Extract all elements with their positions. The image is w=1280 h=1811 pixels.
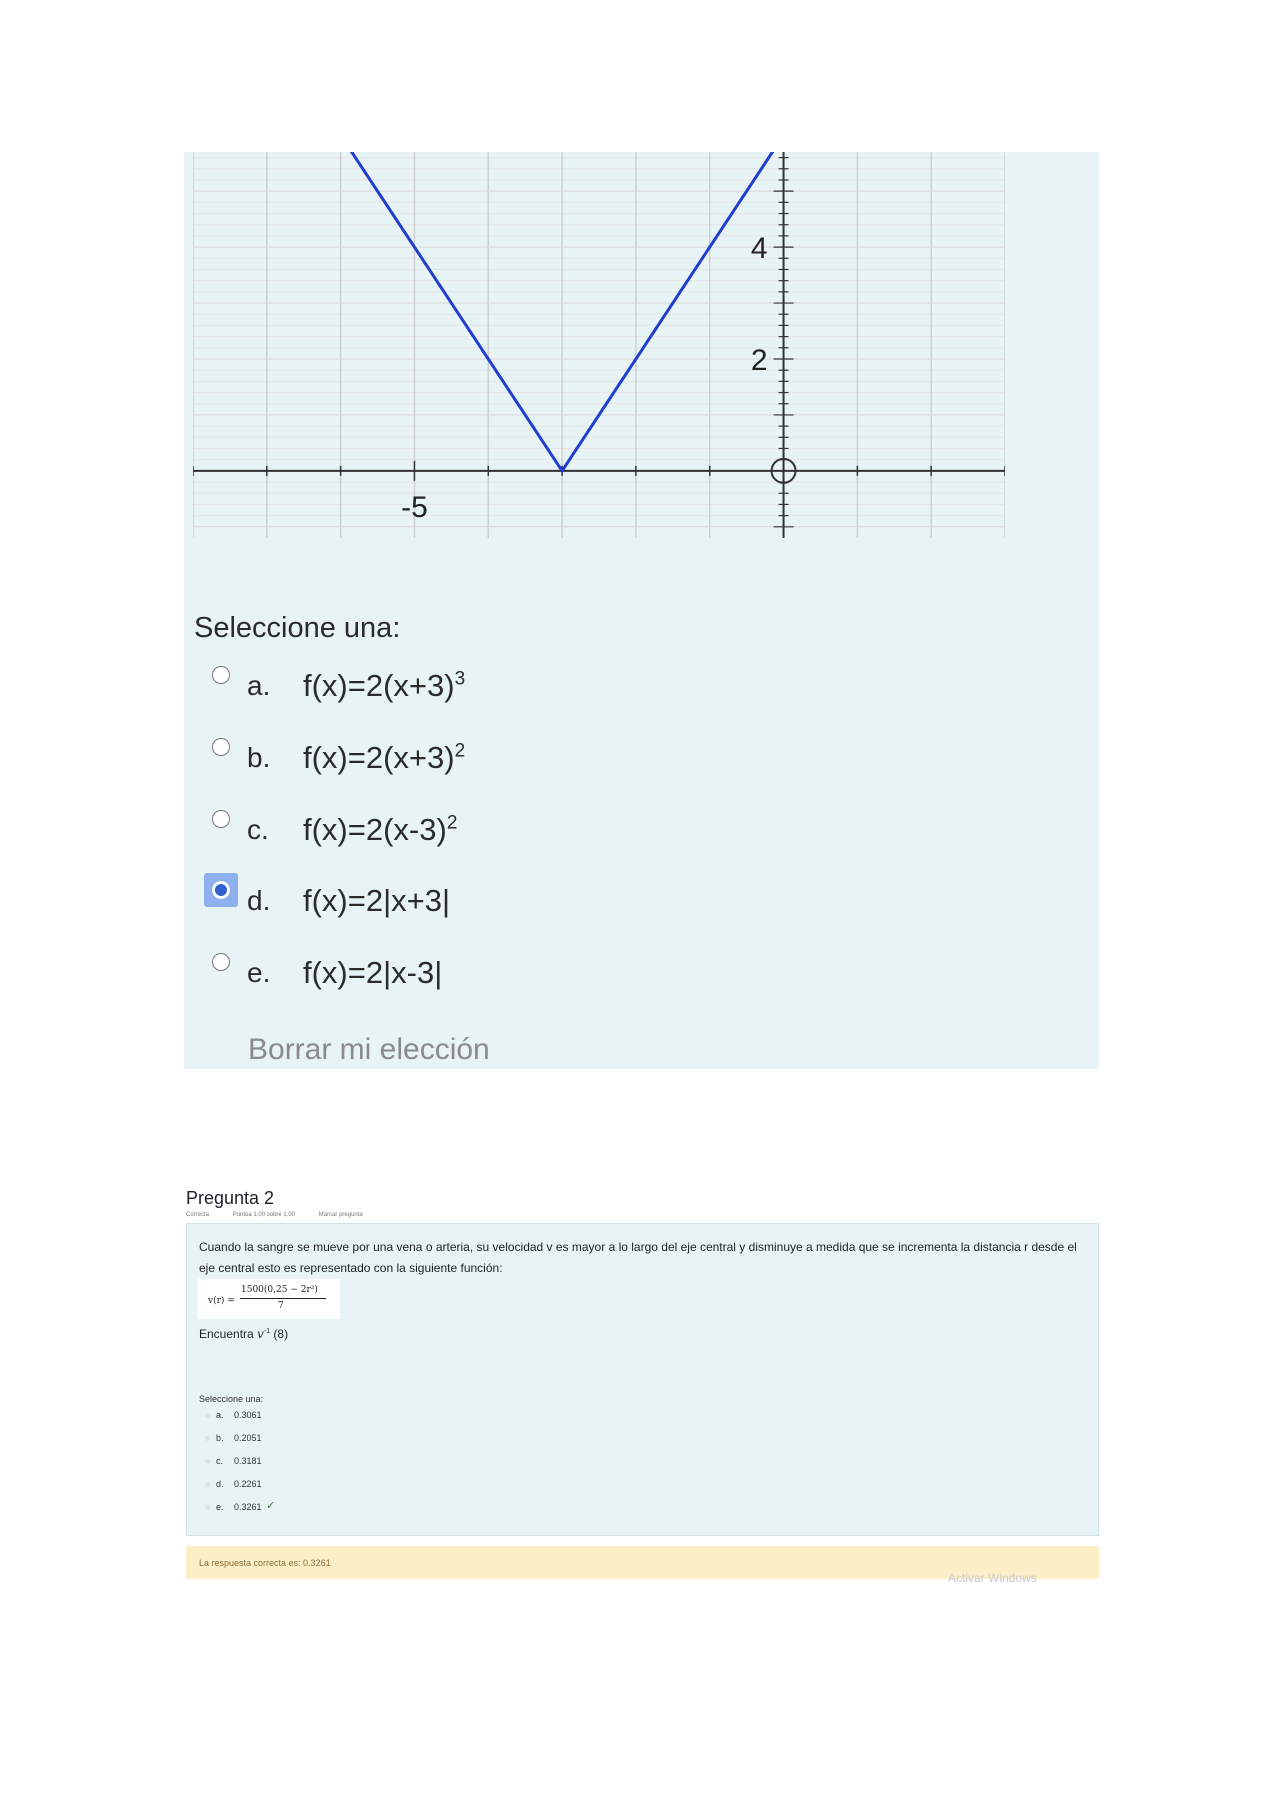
option-letter: c. bbox=[247, 814, 269, 845]
function-line bbox=[193, 152, 1005, 471]
y-tick-label: 4 bbox=[750, 232, 768, 266]
option-text: f(x)=2|x-3| bbox=[303, 955, 443, 990]
option-letter: e. bbox=[216, 1502, 224, 1512]
question-2-text: Cuando la sangre se mueve por una vena o arteria, su velocidad v es mayor a lo largo del eje central y disminuye a medida que se incrementa la distancia r desde el eje central esto es representado con la siguiente función: bbox=[199, 1240, 1077, 1275]
option-text: $f(x)=2(x-3)^2$ bbox=[303, 812, 458, 847]
formula-denominator: 7 bbox=[278, 1301, 284, 1311]
find-instruction: Encuentra $v^{-1}$ (8) bbox=[199, 1327, 289, 1341]
answer-option-b[interactable] bbox=[200, 728, 800, 788]
question-status: Correcta bbox=[186, 1212, 210, 1218]
option-text: $f(x)=2(x+3)^3$ bbox=[303, 668, 466, 703]
option-text: f(x)=2|x+3| bbox=[303, 883, 451, 918]
radio-button[interactable] bbox=[212, 666, 230, 684]
option-letter: c. bbox=[216, 1456, 224, 1466]
radio-button[interactable] bbox=[212, 738, 230, 756]
question-2-title: Pregunta 2 bbox=[186, 1188, 275, 1208]
option-letter: a. bbox=[247, 670, 271, 701]
y-tick-label: 2 bbox=[750, 343, 768, 377]
x-tick-label: -5 bbox=[401, 490, 428, 524]
option-value: 0.3181 bbox=[234, 1456, 262, 1466]
select-one-prompt-2: Seleccione una: bbox=[199, 1394, 264, 1404]
option-letter: d. bbox=[216, 1479, 224, 1489]
formula-lhs: v(r) = bbox=[208, 1296, 235, 1306]
option-letter: b. bbox=[247, 742, 271, 773]
radio-button[interactable] bbox=[205, 1482, 210, 1487]
option-letter: b. bbox=[216, 1433, 224, 1443]
radio-button[interactable] bbox=[212, 953, 230, 971]
radio-button[interactable] bbox=[212, 810, 230, 828]
select-one-prompt: Seleccione una: bbox=[194, 612, 401, 644]
option-value: 0.2051 bbox=[234, 1433, 262, 1443]
radio-button[interactable] bbox=[205, 1459, 210, 1464]
option-letter: e. bbox=[247, 957, 271, 988]
formula-numerator: 1500(0,25 − 2r²) bbox=[241, 1285, 318, 1295]
function-graph bbox=[193, 152, 1005, 538]
clear-choice-link[interactable]: Borrar mi elección bbox=[248, 1033, 490, 1066]
answer-option-c[interactable] bbox=[200, 800, 800, 860]
checkmark-icon: ✓ bbox=[266, 1500, 276, 1512]
radio-button[interactable] bbox=[205, 1505, 210, 1510]
windows-activation-watermark: Activar Windows bbox=[948, 1571, 1037, 1585]
correct-answer-text: La respuesta correcta es: 0.3261 bbox=[199, 1558, 331, 1568]
option-letter: d. bbox=[247, 885, 271, 916]
option-letter: a. bbox=[216, 1410, 224, 1420]
answer-option-e[interactable] bbox=[200, 943, 800, 1003]
flag-question-link[interactable]: Marcar pregunta bbox=[318, 1212, 363, 1218]
option-value: 0.3261 bbox=[234, 1502, 262, 1512]
radio-button[interactable] bbox=[205, 1436, 210, 1441]
question-score: Puntúa 1,00 sobre 1,00 bbox=[232, 1212, 296, 1218]
option-text: $f(x)=2(x+3)^2$ bbox=[303, 740, 466, 775]
radio-button[interactable] bbox=[204, 873, 238, 907]
option-value: 0.2261 bbox=[234, 1479, 262, 1489]
option-value: 0.3061 bbox=[234, 1410, 262, 1420]
formula-image bbox=[198, 1279, 340, 1319]
question-2-meta bbox=[186, 1212, 385, 1218]
answer-option-a[interactable] bbox=[200, 656, 800, 716]
radio-button[interactable] bbox=[205, 1413, 210, 1418]
answer-option-d[interactable] bbox=[200, 871, 800, 931]
